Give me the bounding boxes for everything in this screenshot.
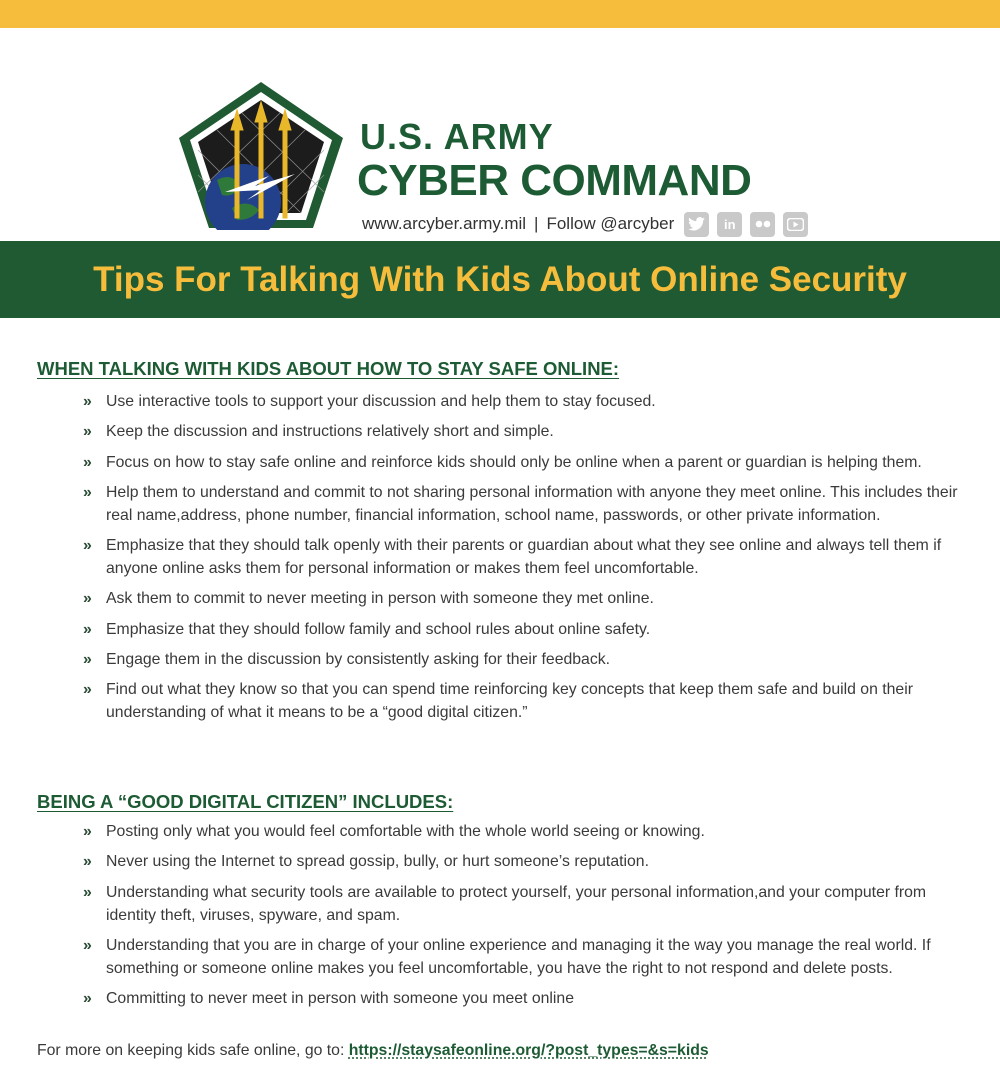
bullet-chevron-icon: »	[83, 883, 92, 901]
list-item	[83, 451, 973, 474]
header	[0, 28, 1000, 241]
bullet-chevron-icon: »	[83, 620, 92, 638]
twitter-icon[interactable]	[684, 212, 709, 237]
list-item	[83, 820, 973, 843]
bullet-chevron-icon: »	[83, 537, 92, 555]
list-item	[83, 987, 973, 1010]
section-heading-talking-with-kids: WHEN TALKING WITH KIDS ABOUT HOW TO STAY SAFE ONLINE:	[37, 358, 620, 379]
list-item-text: Understanding what security tools are available to protect yourself, your personal information,and your computer from identity theft, viruses, spyware, and spam.	[106, 883, 927, 924]
list-item	[83, 678, 973, 724]
list-item-text: Committing to never meet in person with someone you meet online	[106, 990, 574, 1008]
list-item-text: Find out what they know so that you can spend time reinforcing key concepts that keep them safe and build on their understanding of what it means to be a “good digital citizen.”	[106, 681, 913, 722]
list-item-text: Focus on how to stay safe online and reinforce kids should only be online when a parent or guardian is helping them.	[106, 453, 922, 471]
list-item-text: Ask them to commit to never meeting in person with someone they met online.	[106, 590, 654, 608]
list-item	[83, 648, 973, 671]
bullet-chevron-icon: »	[83, 651, 92, 669]
title-banner	[0, 241, 1000, 318]
talking-tips-list	[83, 390, 973, 732]
footer-link[interactable]: https://staysafeonline.org/?post_types=&s=kids	[348, 1042, 709, 1059]
digital-citizen-list	[83, 820, 973, 1017]
top-accent-band	[0, 0, 1000, 28]
linkedin-icon[interactable]: in	[717, 212, 742, 237]
list-item-text: Understanding that you are in charge of your online experience and managing it the way you manage the real world. If something or someone online makes you feel uncomfortable, you have the right to not respond and delete posts.	[106, 936, 931, 977]
list-item-text: Use interactive tools to support your discussion and help them to stay focused.	[106, 393, 656, 410]
list-item	[83, 618, 973, 641]
separator: |	[534, 214, 539, 233]
bullet-chevron-icon: »	[83, 453, 92, 471]
list-item	[83, 881, 973, 927]
list-item	[83, 534, 973, 580]
org-name-line1: U.S. ARMY	[360, 116, 554, 157]
follow-handle[interactable]: Follow @arcyber	[546, 214, 675, 233]
list-item-text: Engage them in the discussion by consistently asking for their feedback.	[106, 651, 611, 669]
list-item-text: Keep the discussion and instructions relatively short and simple.	[106, 423, 554, 441]
list-item	[83, 481, 973, 527]
bullet-chevron-icon: »	[83, 423, 92, 441]
list-item-text: Posting only what you would feel comfortable with the whole world seeing or knowing.	[106, 823, 705, 840]
list-item-text: Help them to understand and commit to not sharing personal information with anyone they meet online. This includes their real name,address, phone number, financial information, school name, passwords, or other private information.	[106, 483, 958, 524]
list-item-text: Emphasize that they should follow family and school rules about online safety.	[106, 620, 651, 638]
bullet-chevron-icon: »	[83, 393, 92, 410]
bullet-chevron-icon: »	[83, 823, 92, 840]
bullet-chevron-icon: »	[83, 681, 92, 699]
social-icons	[684, 212, 808, 237]
bullet-chevron-icon: »	[83, 483, 92, 501]
org-name-line2: CYBER COMMAND	[357, 156, 752, 205]
bullet-chevron-icon: »	[83, 990, 92, 1008]
bullet-chevron-icon: »	[83, 936, 92, 954]
flickr-icon[interactable]	[750, 212, 775, 237]
footer-text: For more on keeping kids safe online, go to:	[37, 1042, 345, 1059]
youtube-icon[interactable]	[783, 212, 808, 237]
list-item	[83, 934, 973, 980]
bullet-chevron-icon: »	[83, 590, 92, 608]
list-item	[83, 390, 973, 413]
bullet-chevron-icon: »	[83, 853, 92, 871]
page-title: Tips For Talking With Kids About Online Security	[93, 259, 907, 299]
website-row	[362, 211, 808, 237]
footer-line	[37, 1042, 709, 1060]
website-link[interactable]: www.arcyber.army.mil	[362, 214, 527, 233]
cyber-command-emblem-icon	[177, 80, 345, 230]
section-heading-good-digital-citizen: BEING A “GOOD DIGITAL CITIZEN” INCLUDES:	[37, 791, 454, 812]
list-item	[83, 850, 973, 873]
list-item	[83, 587, 973, 610]
list-item-text: Emphasize that they should talk openly with their parents or guardian about what they see online and always tell them if anyone online asks them for personal information or makes them feel uncomfortable.	[106, 537, 942, 578]
list-item	[83, 420, 973, 443]
list-item-text: Never using the Internet to spread gossip, bully, or hurt someone’s reputation.	[106, 853, 649, 871]
